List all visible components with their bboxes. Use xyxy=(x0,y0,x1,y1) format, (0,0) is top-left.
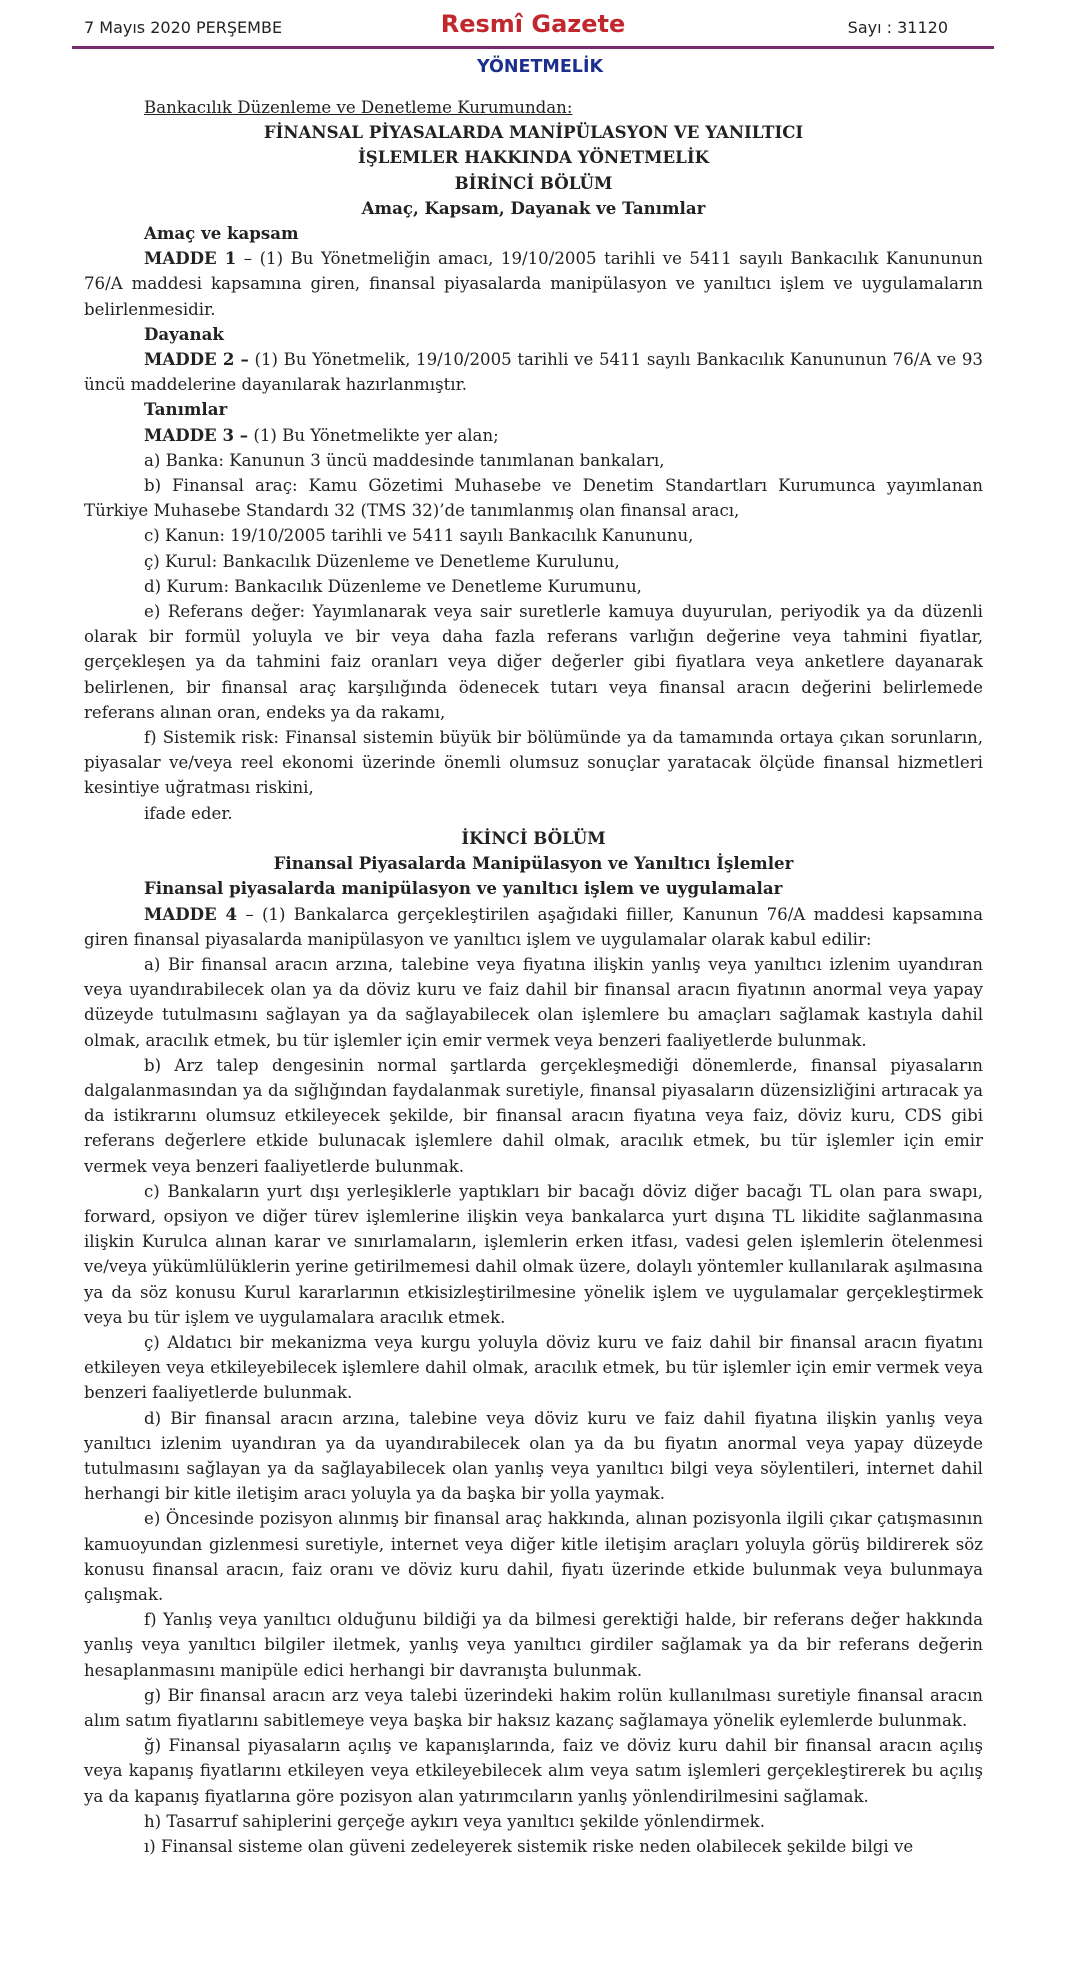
regulation-body xyxy=(84,95,983,1859)
definition-item: a) Banka: Kanunun 3 üncü maddesinde tanımlanan bankaları, xyxy=(144,450,665,470)
definition-item: e) Referans değer: Yayımlanarak veya sair suretlerle kamuya duyurulan, periyodik ya da düzenli olarak bir formül yoluyla ve bir veya daha fazla referans varlığın değerine veya tahmini fiyatlar, gerçekleşen ya da tahmini faiz oranları veya diğer değerler gibi fiyatlara veya anketlere dayanarak belirlenen, bir finansal araç karşılığında ödenecek tutarı veya finansal aracın değerini belirlemede referans alınan oran, endeks ya da rakamı, xyxy=(84,602,983,722)
definition-item: b) Finansal araç: Kamu Gözetimi Muhasebe ve Denetim Standartları Kurumunca yayımlanan Türkiye Muhasebe Standardı 32 (TMS 32)’de tanımlanmış olan finansal aracı, xyxy=(84,476,983,521)
article-paragraph xyxy=(84,902,983,952)
issue-date: 7 Mayıs 2020 PERŞEMBE xyxy=(84,18,283,37)
article-text: (1) Bu Yönetmelikte yer alan; xyxy=(248,425,499,445)
part-title: İKİNCİ BÖLÜM xyxy=(461,827,606,848)
article-text: – (1) Bu Yönetmeliğin amacı, 19/10/2005 tarihli ve 5411 sayılı Bankacılık Kanununun 76/A maddesi kapsamına giren, finansal piyasalarda manipülasyon ve yanıltıcı işlem ve uygulamaların belirlenmesidir. xyxy=(84,249,983,319)
article-heading: Tanımlar xyxy=(144,399,228,420)
act-item: d) Bir finansal aracın arzına, talebine veya döviz kuru ve faiz dahil fiyatına ilişkin yanlış veya yanıltıcı izlenim uyandıran ya da uyandırabilecek olan ya da bu fiyatın anormal veya yapay düzeyde tutulmasını sağlayan ya da sağlayabilecek olan yanlış veya yanıltıcı bilgi veya söylentileri, internet dahil herhangi bir kitle iletişim aracı yoluyla ya da başka bir yolla yaymak. xyxy=(84,1408,983,1504)
act-item: h) Tasarruf sahiplerini gerçeğe aykırı veya yanıltıcı şekilde yönlendirmek. xyxy=(144,1811,765,1831)
article-label: MADDE 1 xyxy=(144,248,237,269)
act-item: g) Bir finansal aracın arz veya talebi üzerindeki hakim rolün kullanılması suretiyle finansal aracın alım satım fiyatlarını sabitlemeye veya başka bir haksız kazanç sağlamaya yönelik eylemlerde bulunmak. xyxy=(84,1685,983,1730)
section-label: YÖNETMELİK xyxy=(476,57,604,77)
article-label: MADDE 4 xyxy=(144,903,238,924)
issuing-authority: Bankacılık Düzenleme ve Denetleme Kurumundan: xyxy=(144,98,573,117)
article-text: (1) Bu Yönetmelik, 19/10/2005 tarihli ve 5411 sayılı Bankacılık Kanununun 76/A ve 93 üncü maddelerine dayanılarak hazırlanmıştır. xyxy=(84,350,983,395)
regulation-title-line-2: İŞLEMLER HAKKINDA YÖNETMELİK xyxy=(357,147,709,168)
act-item: a) Bir finansal aracın arzına, talebine veya fiyatına ilişkin yanlış veya yanıltıcı izlenim uyandıran veya uyandırabilecek olan ya da döviz kuru ve faiz dahil bir finansal aracın fiyatının anormal veya yapay düzeyde tutulmasını sağlayan ya da sağlayabilecek olan işlemlere bu amaçları sağlamak kastıyla dahil olmak, aracılık etmek, bu tür işlemler için emir vermek veya benzeri faaliyetlerde bulunmak. xyxy=(84,954,983,1050)
regulation-title-line-1: FİNANSAL PİYASALARDA MANİPÜLASYON VE YANILTICI xyxy=(263,122,804,143)
article-paragraph xyxy=(84,347,983,397)
act-item: b) Arz talep dengesinin normal şartlarda gerçekleşmediği dönemlerde, finansal piyasaların dalgalanmasından ya da sığlığından faydalanmak suretiyle, finansal piyasaların düzensizliğini artıracak ya da istikrarını olumsuz etkileyecek şekilde, bir finansal aracın fiyatına veya faiz, döviz kuru, CDS gibi referans değerlere etkide bulunacak işlemlere dahil olmak, aracılık etmek, bu tür işlemler için emir vermek veya benzeri faaliyetlerde bulunmak. xyxy=(84,1055,983,1176)
definition-item: d) Kurum: Bankacılık Düzenleme ve Denetleme Kurumunu, xyxy=(144,576,642,596)
gazette-title: Resmî Gazete xyxy=(440,10,626,38)
issue-number: Sayı : 31120 xyxy=(847,18,948,37)
article-heading: Amaç ve kapsam xyxy=(144,223,299,244)
act-item: c) Bankaların yurt dışı yerleşiklerle yaptıkları bir bacağı döviz diğer bacağı TL olan para swapı, forward, opsiyon ve diğer türev işlemlerine ilişkin veya bankalarca yurt dışına TL likidite sağlanmasına ilişkin Kurulca alınan karar ve sınırlamaların, işlemlerin erken itfası, vadesi gelen işlemlerin ötelenmesi ve/veya yükümlülüklerin yerine getirilmemesi dahil olmak üzere, dolaylı yöntemler kullanılarak aşılmasına ya da söz konusu Kurul kararlarının etkisizleştirilmesine yönelik işlem ve uygulamalar gerçekleştirmek veya bu tür işlem ve uygulamalara aracılık etmek. xyxy=(84,1181,983,1327)
article-heading: Dayanak xyxy=(144,323,224,344)
part-subtitle: Amaç, Kapsam, Dayanak ve Tanımlar xyxy=(361,197,706,218)
definitions-closing: ifade eder. xyxy=(144,803,233,823)
article-label: MADDE 3 – xyxy=(144,424,249,445)
definition-item: ç) Kurul: Bankacılık Düzenleme ve Denetleme Kurulunu, xyxy=(144,551,620,571)
article-paragraph xyxy=(84,423,983,448)
gazette-header xyxy=(72,6,994,49)
act-item: f) Yanlış veya yanıltıcı olduğunu bildiği ya da bilmesi gerektiği halde, bir referans değer hakkında yanlış veya yanıltıcı bilgiler iletmek, yanlış veya yanıltıcı girdiler sağlamak ya da bir referans değerin hesaplanmasını manipüle edici herhangi bir davranışta bulunmak. xyxy=(84,1610,983,1680)
act-item: ğ) Finansal piyasaların açılış ve kapanışlarında, faiz ve döviz kuru dahil bir finansal aracın açılış veya kapanış fiyatlarını etkileyen veya etkileyebilecek alım veya satım işlemleri gerçekleştirerek bu açılış ya da kapanış fiyatlarına göre pozisyon alan yatırımcıların yanlış yönlendirilmesini sağlamak. xyxy=(84,1736,983,1806)
article-label: MADDE 2 – xyxy=(144,349,249,370)
part-subtitle: Finansal Piyasalarda Manipülasyon ve Yanıltıcı İşlemler xyxy=(273,853,794,874)
definition-item: c) Kanun: 19/10/2005 tarihli ve 5411 sayılı Bankacılık Kanununu, xyxy=(144,526,694,546)
act-item: ı) Finansal sisteme olan güveni zedeleyerek sistemik riske neden olabilecek şekilde bilgi ve xyxy=(144,1837,914,1857)
article-heading: Finansal piyasalarda manipülasyon ve yanıltıcı işlem ve uygulamalar xyxy=(144,878,783,899)
definition-item: f) Sistemik risk: Finansal sistemin büyük bir bölümünde ya da tamamında ortaya çıkan sorunların, piyasalar ve/veya reel ekonomi üzerinde önemli olumsuz sonuçlar yaratacak ölçüde finansal hizmetleri kesintiye uğratması riskini, xyxy=(84,728,983,798)
article-paragraph xyxy=(84,246,983,322)
act-item: ç) Aldatıcı bir mekanizma veya kurgu yoluyla döviz kuru ve faiz dahil bir finansal aracın fiyatını etkileyen veya etkileyebilecek işlemlere dahil olmak, aracılık etmek, bu tür işlemler için emir vermek veya benzeri faaliyetlerde bulunmak. xyxy=(84,1332,983,1403)
article-text: – (1) Bankalarca gerçekleştirilen aşağıdaki fiiller, Kanunun 76/A maddesi kapsamına giren finansal piyasalarda manipülasyon ve yanıltıcı işlem ve uygulamalar olarak kabul edilir: xyxy=(84,904,983,949)
part-title: BİRİNCİ BÖLÜM xyxy=(454,172,613,193)
act-item: e) Öncesinde pozisyon alınmış bir finansal araç hakkında, alınan pozisyonla ilgili çıkar çatışmasının kamuoyundan gizlenmesi suretiyle, internet veya diğer kitle iletişim araçları yoluyla görüş bildirerek söz konusu finansal aracın, faiz oranı ve döviz kuru dahil, fiyatı üzerinde etkide bulunmak veya bulunmaya çalışmak. xyxy=(84,1509,983,1604)
